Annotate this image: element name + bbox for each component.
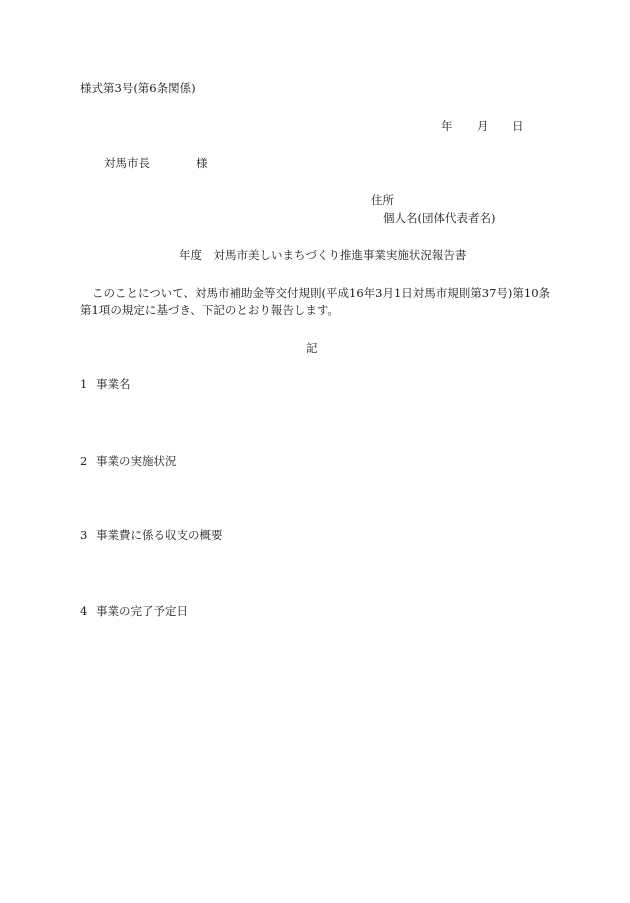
ki-heading: 記 [306,341,318,355]
item-label: 事業費に係る収支の概要 [96,528,223,542]
list-item [80,377,131,391]
body-text-line-1: このことについて、対馬市補助金等交付規則(平成16年3月1日対馬市規則第37号)第10条 [92,286,551,300]
applicant-name-label: 個人名(団体代表者名) [383,211,496,225]
addressee-honorific: 様 [196,156,208,170]
list-item [80,528,223,542]
item-number: 3 [80,528,88,542]
applicant-address-label: 住所 [371,193,394,207]
item-number: 4 [80,604,88,618]
item-number: 1 [80,377,88,391]
list-item [80,454,177,468]
item-label: 事業の完了予定日 [96,604,188,618]
date-year-label: 年 [441,119,453,133]
date-month-label: 月 [477,119,489,133]
item-label: 事業の実施状況 [96,454,177,468]
item-label: 事業名 [96,377,131,391]
date-day-label: 日 [512,119,524,133]
list-item [80,604,188,618]
body-text-line-2: 第1項の規定に基づき、下記のとおり報告します。 [80,303,339,317]
item-number: 2 [80,454,88,468]
addressee-name: 対馬市長 [104,156,150,170]
document-title: 年度 対馬市美しいまちづくり推進事業実施状況報告書 [179,248,467,262]
form-label: 様式第3号(第6条関係) [80,81,196,95]
